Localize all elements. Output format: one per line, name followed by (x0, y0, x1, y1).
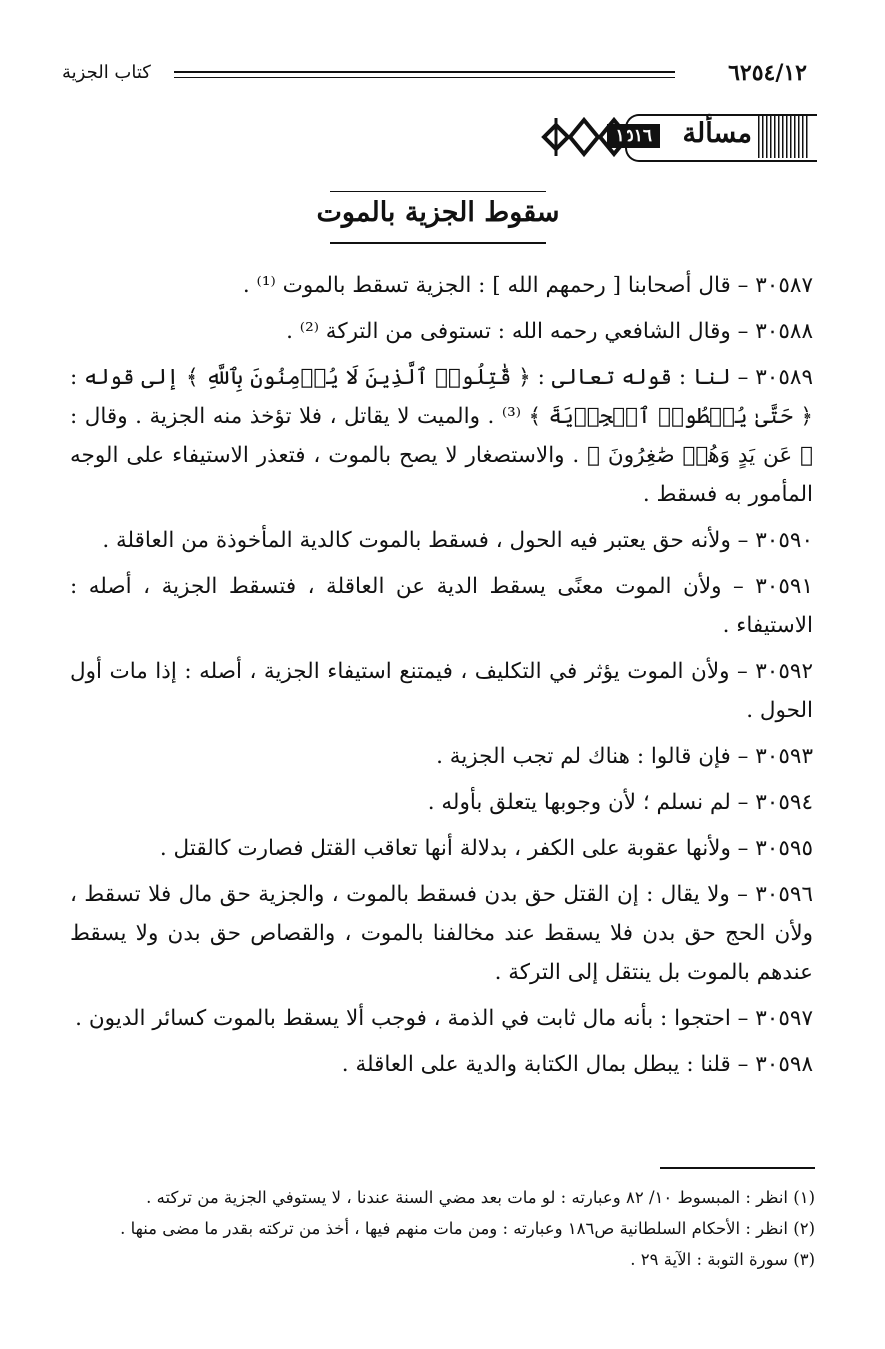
paragraph-30594: ٣٠٥٩٤ – لم نسلم ؛ لأن وجوبها يتعلق بأوله . (427, 790, 813, 815)
masala-banner (540, 114, 810, 162)
footnote-1: (١) انظر : المبسوط ١٠/ ٨٢ وعبارته : لو مات بعد مضي السنة عندنا ، لا يستوفي الجزية من تركته . (146, 1188, 815, 1207)
paragraph-30597: ٣٠٥٩٧ – احتجوا : بأنه مال ثابت في الذمة ، فوجب ألا يسقط بالموت كسائر الديون . (75, 1006, 813, 1031)
main-text (70, 266, 813, 1091)
title-rule-top (330, 191, 546, 192)
book-title: كتاب الجزية (62, 62, 151, 83)
page-header (62, 60, 807, 92)
title-rule-bottom (330, 242, 546, 244)
paragraph-30587: ٣٠٥٨٧ – قال أصحابنا [ رحمهم الله ] : الجزية تسقط بالموت ⁽¹⁾ . (242, 273, 813, 298)
paragraph-30592: ٣٠٥٩٢ – ولأن الموت يؤثر في التكليف ، فيمتنع استيفاء الجزية ، أصله : إذا مات أول الحول . (70, 659, 813, 723)
masala-label: مسألة (682, 118, 752, 149)
chapter-title: سقوط الجزية بالموت (316, 197, 560, 228)
footnote-rule (660, 1167, 815, 1169)
paragraph-30598: ٣٠٥٩٨ – قلنا : يبطل بمال الكتابة والدية على العاقلة . (341, 1052, 813, 1077)
footnote-3: (٣) سورة التوبة : الآية ٢٩ . (630, 1250, 815, 1269)
banner-bracket (625, 114, 817, 162)
paragraph-30593: ٣٠٥٩٣ – فإن قالوا : هناك لم تجب الجزية . (436, 744, 813, 769)
paragraph-30588: ٣٠٥٨٨ – وقال الشافعي رحمه الله : تستوفى من التركة ⁽²⁾ . (286, 319, 813, 344)
paragraph-30590: ٣٠٥٩٠ – ولأنه حق يعتبر فيه الحول ، فسقط بالموت كالدية المأخوذة من العاقلة . (102, 528, 813, 553)
ornament-icon (540, 114, 632, 160)
paragraph-30589: ٣٠٥٨٩ – لنا : قوله تعالى : ﴿ قَٰتِلُوا۟ ٱلَّذِينَ لَا يُؤۡمِنُونَ بِٱللَّهِ ﴾ إلى قوله : ﴿ حَتَّىٰ يُعۡطُوا۟ ٱلۡجِزۡيَةَ ﴾ ⁽³⁾ . والميت لا يقاتل ، فلا تؤخذ منه الجزية . وقال : ﴿ عَن يَدٍ وَهُمۡ صَٰغِرُونَ ﴾ . والاستصغار لا يصح بالموت ، فتعذر الاستيفاء على الوجه المأمور به فسقط . (70, 365, 814, 507)
paragraph-30591: ٣٠٥٩١ – ولأن الموت معنًى يسقط الدية عن العاقلة ، فتسقط الجزية ، أصله : الاستيفاء . (70, 574, 813, 638)
masala-number: ١٥١٦ (607, 124, 660, 148)
header-rule (174, 71, 675, 78)
footnotes (70, 1182, 815, 1275)
page-number: ٦٢٥٤/١٢ (728, 60, 807, 86)
paragraph-30595: ٣٠٥٩٥ – ولأنها عقوبة على الكفر ، بدلالة أنها تعاقب القتل فصارت كالقتل . (159, 836, 813, 861)
footnote-2: (٢) انظر : الأحكام السلطانية ص١٨٦ وعبارته : ومن مات منهم فيها ، أخذ من تركته بقدر ما مضى منها . (120, 1219, 815, 1238)
paragraph-30596: ٣٠٥٩٦ – ولا يقال : إن القتل حق بدن فسقط بالموت ، والجزية حق مال فلا تسقط ، ولأن الحج حق بدن فلا يسقط عند مخالفنا بالموت ، والقصاص حق بدن ولا يسقط عندهم بالموت بل ينتقل إلى التركة . (70, 882, 813, 985)
